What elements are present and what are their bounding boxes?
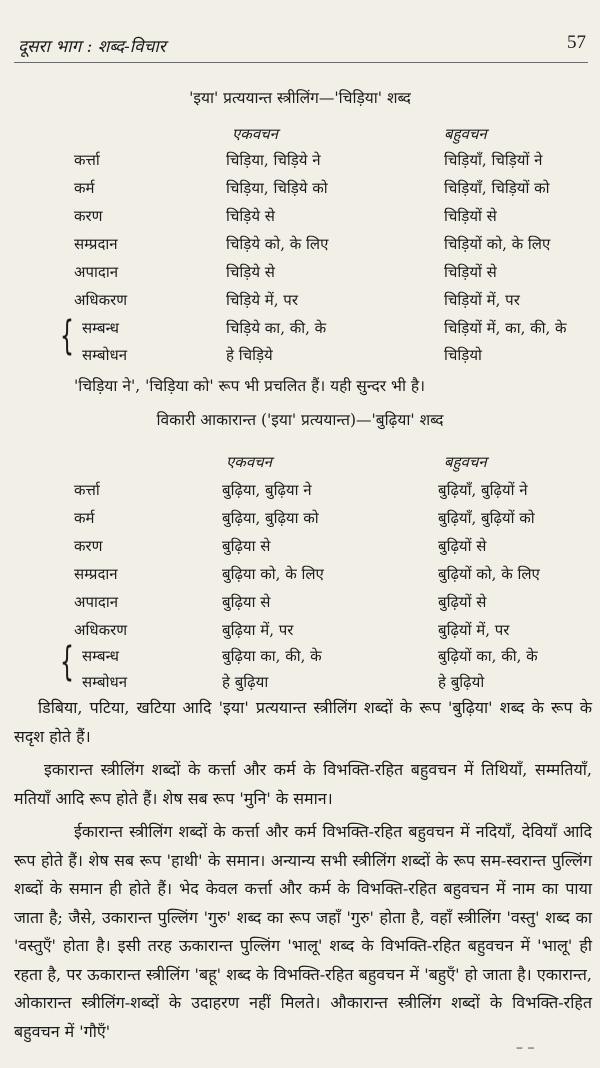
paragraph-2: इकारान्त स्त्रीलिंग शब्दों के कर्त्ता और कर्म के विभक्ति-रहित बहुवचन में तिथियाँ, सम्मतियाँ, मतियाँ आदि रूप होते हैं। शेष सब रूप 'मुनि' के समान। xyxy=(14,760,592,808)
plural-form: चिड़ियो xyxy=(444,346,482,364)
plural-form: बुढ़ियों में, पर xyxy=(438,621,510,639)
case-label: करण xyxy=(74,537,103,555)
singular-form: बुढ़िया, बुढ़िया ने xyxy=(222,481,312,499)
page-number: 57 xyxy=(567,32,586,53)
paragraph-1: डिबिया, पटिया, खटिया आदि 'इया' प्रत्ययान्त स्त्रीलिंग शब्दों के रूप 'बुढ़िया' शब्द के रूप के सदृश होते हैं। xyxy=(14,698,592,746)
plural-form: चिड़ियों में, का, की, के xyxy=(444,319,567,337)
table1-row xyxy=(0,178,600,204)
table2-row xyxy=(0,646,600,672)
singular-form: बुढ़िया से xyxy=(222,537,271,555)
table1-row xyxy=(0,150,600,176)
table1-row xyxy=(0,206,600,232)
case-label: सम्प्रदान xyxy=(74,235,118,253)
case-label: कर्म xyxy=(74,509,95,527)
table1-col-singular: एकवचन xyxy=(232,125,279,143)
singular-form: चिड़िये में, पर xyxy=(226,291,298,309)
paragraph-3: ईकारान्त स्त्रीलिंग शब्दों के कर्त्ता और कर्म विभक्ति-रहित बहुवचन में नदियाँ, देवियाँ आदि रूप होते हैं। शेष सब रूप 'हाथी' के समान। अन्यान्य सभी स्त्रीलिंग शब्दों के रूप सम-स्वरान्त पुल्लिंग शब्दों के समान ही होते हैं। भेद केवल कर्त्ता और कर्म के विभक्ति-रहित बहुवचन में नाम का पाया जाता है; जैसे, उकारान्त पुल्लिंग 'गुरु' शब्द का रूप जहाँ 'गुरु' होता है, वहाँ स्त्रीलिंग 'वस्तु' शब्द का 'वस्तुएँ' होता है। इसी तरह ऊकारान्त पुल्लिंग 'भालू' शब्द के विभक्ति-रहित बहुवचन में 'भालू' ही रहता है, पर ऊकारान्त स्त्रीलिंग 'बहू' शब्द के विभक्ति-रहित बहुवचन में 'बहुएँ' हो जाता है। एकारान्त, ओकारान्त स्त्रीलिंग-शब्दों के उदाहरण नहीं मिलते। औकारान्त स्त्रीलिंग शब्दों के विभक्ति-रहित बहुवचन में 'गौएँ' xyxy=(14,822,592,1041)
case-label: सम्बोधन xyxy=(82,673,128,691)
header-rule xyxy=(14,62,588,63)
table1-row xyxy=(0,290,600,316)
plural-form: बुढ़ियों से xyxy=(438,593,487,611)
singular-form: चिड़िये से xyxy=(226,207,275,225)
plural-form: बुढ़ियाँ, बुढ़ियों ने xyxy=(438,481,528,499)
singular-form: बुढ़िया, बुढ़िया को xyxy=(222,509,319,527)
case-label: अधिकरण xyxy=(74,291,128,309)
case-label: करण xyxy=(74,207,103,225)
table2-row xyxy=(0,564,600,590)
singular-form: चिड़िया, चिड़िये ने xyxy=(226,151,321,169)
case-label: सम्बन्ध xyxy=(82,319,119,337)
case-label: अपादान xyxy=(74,263,119,281)
table1-row xyxy=(0,345,600,371)
singular-form: चिड़िये का, की, के xyxy=(226,319,327,337)
case-label: कर्म xyxy=(74,179,95,197)
table2-row xyxy=(0,620,600,646)
plural-form: बुढ़ियों को, के लिए xyxy=(438,565,540,583)
singular-form: चिड़िया, चिड़िये को xyxy=(226,179,328,197)
table2-title: विकारी आकारान्त ('इया' प्रत्ययान्त)—'बुढ़िया' शब्द xyxy=(156,411,444,429)
plural-form: चिड़ियों से xyxy=(444,263,497,281)
case-label: कर्त्ता xyxy=(74,151,100,169)
singular-form: बुढ़िया को, के लिए xyxy=(222,565,324,583)
table2-col-plural: बहुवचन xyxy=(444,453,487,471)
case-label: सम्बोधन xyxy=(82,346,128,364)
singular-form: चिड़िये को, के लिए xyxy=(226,235,329,253)
curly-brace-icon: { xyxy=(60,313,74,359)
plural-form: चिड़ियों में, पर xyxy=(444,291,520,309)
page-mark: – – xyxy=(516,1040,535,1056)
plural-form: बुढ़ियों से xyxy=(438,537,487,555)
table1-row xyxy=(0,234,600,260)
singular-form: हे चिड़िये xyxy=(226,346,273,364)
singular-form: बुढ़िया से xyxy=(222,593,271,611)
case-label: सम्बन्ध xyxy=(82,647,119,665)
table2-row xyxy=(0,508,600,534)
case-label: अधिकरण xyxy=(74,621,128,639)
singular-form: चिड़िये से xyxy=(226,263,275,281)
case-label: कर्त्ता xyxy=(74,481,100,499)
table1-note: 'चिड़िया ने', 'चिड़िया को' रूप भी प्रचलित हैं। यही सुन्दर भी है। xyxy=(74,377,425,395)
singular-form: बुढ़िया का, की, के xyxy=(222,647,322,665)
singular-form: बुढ़िया में, पर xyxy=(222,621,294,639)
curly-brace-icon: { xyxy=(60,639,74,685)
table1-col-plural: बहुवचन xyxy=(444,125,487,143)
plural-form: हे बुढ़ियो xyxy=(438,673,485,691)
table2-col-singular: एकवचन xyxy=(226,453,273,471)
running-header: दूसरा भाग : शब्द-विचार xyxy=(18,37,166,57)
plural-form: बुढ़ियाँ, बुढ़ियों को xyxy=(438,509,535,527)
plural-form: बुढ़ियों का, की, के xyxy=(438,647,538,665)
plural-form: चिड़ियाँ, चिड़ियों ने xyxy=(444,151,543,169)
table1-row xyxy=(0,262,600,288)
plural-form: चिड़ियाँ, चिड़ियों को xyxy=(444,179,550,197)
singular-form: हे बुढ़िया xyxy=(222,673,269,691)
case-label: अपादान xyxy=(74,593,119,611)
table2-row xyxy=(0,480,600,506)
case-label: सम्प्रदान xyxy=(74,565,118,583)
plural-form: चिड़ियों से xyxy=(444,207,497,225)
table1-row xyxy=(0,318,600,344)
table2-row xyxy=(0,536,600,562)
plural-form: चिड़ियों को, के लिए xyxy=(444,235,551,253)
table2-row xyxy=(0,592,600,618)
table1-title: 'इया' प्रत्ययान्त स्त्रीलिंग—'चिड़िया' शब्द xyxy=(189,89,411,107)
